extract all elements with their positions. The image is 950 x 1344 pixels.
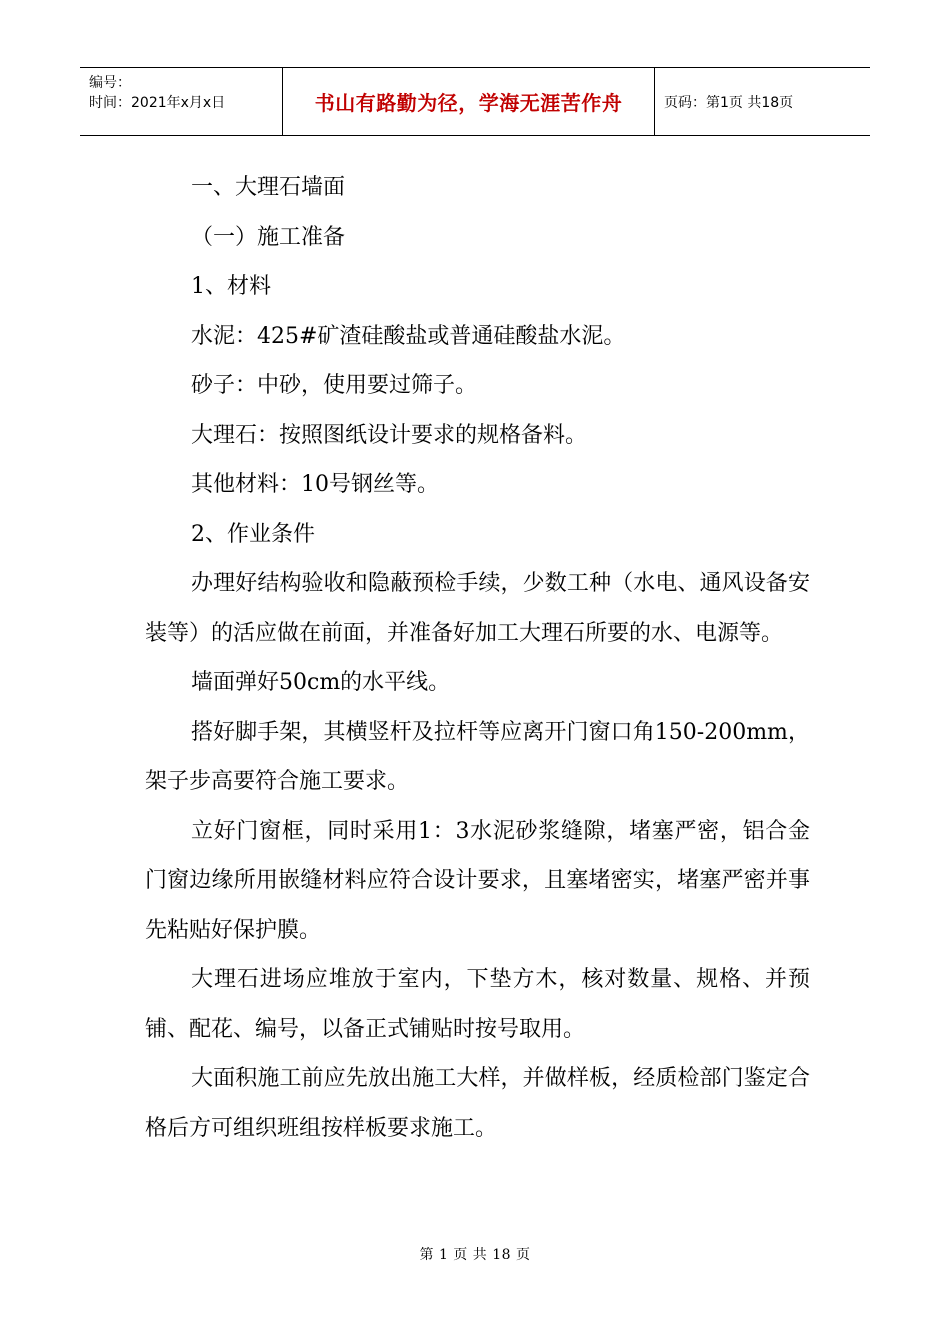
header-meta-cell xyxy=(80,68,283,135)
paragraph-frames: 立好门窗框，同时采用1：3水泥砂浆缝隙，堵塞严密，铝合金门窗边缘所用嵌缝材料应符合设计要求，且塞堵密实，堵塞严密并事先粘贴好保护膜。 xyxy=(145,818,810,943)
subsection-heading: （一）施工准备 xyxy=(191,224,346,250)
page-footer: 第 1 页 共 18 页 xyxy=(419,1247,531,1263)
paragraph-other-materials: 其他材料：10号钢丝等。 xyxy=(191,472,439,497)
header-motto: 书山有路勤为径，学海无涯苦作舟 xyxy=(283,68,655,135)
header-time-label: 时间：2021年x月x日 xyxy=(89,95,226,111)
paragraph-acceptance: 办理好结构验收和隐蔽预检手续，少数工种（水电、通风设备安装等）的活应做在前面，并准备好加工大理石所要的水、电源等。 xyxy=(145,571,810,646)
header-number-label: 编号： xyxy=(89,75,131,91)
document-header xyxy=(80,67,870,136)
paragraph-cement: 水泥：425#矿渣硅酸盐或普通硅酸盐水泥。 xyxy=(191,323,626,349)
section-heading: 一、大理石墙面 xyxy=(191,175,346,200)
paragraph-sample: 大面积施工前应先放出施工大样，并做样板，经质检部门鉴定合格后方可组织班组按样板要求施工。 xyxy=(145,1066,810,1141)
item-heading-conditions: 2、作业条件 xyxy=(191,521,315,547)
paragraph-level-line: 墙面弹好50cm的水平线。 xyxy=(191,670,451,695)
paragraph-storage: 大理石进场应堆放于室内，下垫方木，核对数量、规格、并预铺、配花、编号，以备正式铺贴时按号取用。 xyxy=(145,967,810,1042)
item-heading-materials: 1、材料 xyxy=(191,274,271,299)
document-body xyxy=(145,163,810,1153)
paragraph-marble: 大理石：按照图纸设计要求的规格备料。 xyxy=(191,422,588,448)
paragraph-scaffold: 搭好脚手架，其横竖杆及拉杆等应离开门窗口角150-200mm，架子步高要符合施工要求。 xyxy=(145,719,810,794)
paragraph-sand: 砂子：中砂，使用要过筛子。 xyxy=(191,373,478,398)
header-page-info: 页码：第1页 共18页 xyxy=(664,94,794,111)
